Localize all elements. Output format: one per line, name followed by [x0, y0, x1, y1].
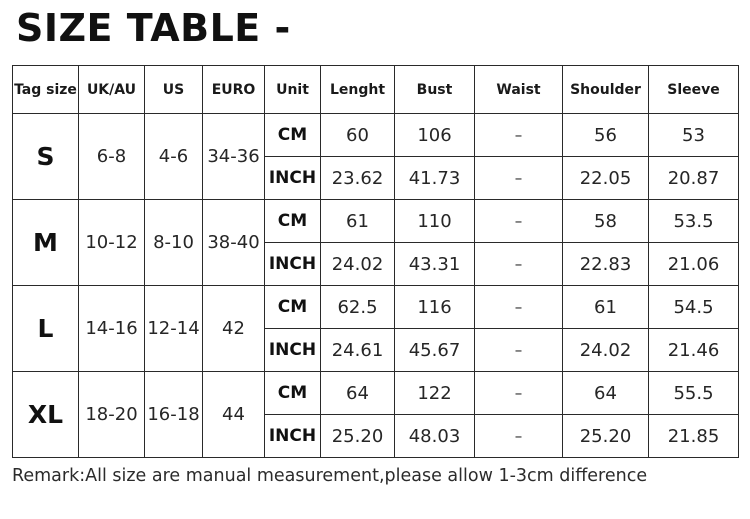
shoulder-cell: 24.02 [563, 329, 649, 372]
header-us: US [145, 66, 203, 114]
header-bust: Bust [395, 66, 475, 114]
euro-cell: 38-40 [203, 200, 265, 286]
header-euro: EURO [203, 66, 265, 114]
unit-cell: INCH [265, 157, 321, 200]
euro-cell: 42 [203, 286, 265, 372]
header-tag-size: Tag size [13, 66, 79, 114]
bust-cell: 43.31 [395, 243, 475, 286]
waist-cell: – [475, 243, 563, 286]
tag-size-cell: S [13, 114, 79, 200]
header-waist: Waist [475, 66, 563, 114]
length-cell: 24.61 [321, 329, 395, 372]
sleeve-cell: 21.46 [649, 329, 739, 372]
bust-cell: 116 [395, 286, 475, 329]
sleeve-cell: 20.87 [649, 157, 739, 200]
header-length: Lenght [321, 66, 395, 114]
sleeve-cell: 54.5 [649, 286, 739, 329]
header-sleeve: Sleeve [649, 66, 739, 114]
shoulder-cell: 64 [563, 372, 649, 415]
header-row [13, 66, 739, 114]
unit-cell: CM [265, 114, 321, 157]
waist-cell: – [475, 415, 563, 458]
sleeve-cell: 53.5 [649, 200, 739, 243]
page-title: SIZE TABLE - [16, 6, 291, 50]
tag-size-cell: XL [13, 372, 79, 458]
length-cell: 25.20 [321, 415, 395, 458]
uk-au-cell: 6-8 [79, 114, 145, 200]
unit-cell: INCH [265, 243, 321, 286]
waist-cell: – [475, 286, 563, 329]
shoulder-cell: 56 [563, 114, 649, 157]
unit-cell: CM [265, 200, 321, 243]
shoulder-cell: 22.83 [563, 243, 649, 286]
bust-cell: 122 [395, 372, 475, 415]
sleeve-cell: 53 [649, 114, 739, 157]
us-cell: 4-6 [145, 114, 203, 200]
waist-cell: – [475, 157, 563, 200]
header-shoulder: Shoulder [563, 66, 649, 114]
uk-au-cell: 10-12 [79, 200, 145, 286]
size-table [12, 65, 739, 458]
length-cell: 23.62 [321, 157, 395, 200]
header-unit: Unit [265, 66, 321, 114]
shoulder-cell: 58 [563, 200, 649, 243]
bust-cell: 106 [395, 114, 475, 157]
waist-cell: – [475, 329, 563, 372]
waist-cell: – [475, 114, 563, 157]
uk-au-cell: 18-20 [79, 372, 145, 458]
euro-cell: 44 [203, 372, 265, 458]
table-row-xl-cm [13, 372, 739, 415]
unit-cell: CM [265, 286, 321, 329]
shoulder-cell: 22.05 [563, 157, 649, 200]
waist-cell: – [475, 200, 563, 243]
bust-cell: 41.73 [395, 157, 475, 200]
tag-size-cell: L [13, 286, 79, 372]
length-cell: 61 [321, 200, 395, 243]
unit-cell: CM [265, 372, 321, 415]
length-cell: 62.5 [321, 286, 395, 329]
table-row-s-cm [13, 114, 739, 157]
shoulder-cell: 25.20 [563, 415, 649, 458]
bust-cell: 48.03 [395, 415, 475, 458]
unit-cell: INCH [265, 329, 321, 372]
length-cell: 60 [321, 114, 395, 157]
sleeve-cell: 21.85 [649, 415, 739, 458]
length-cell: 24.02 [321, 243, 395, 286]
waist-cell: – [475, 372, 563, 415]
us-cell: 16-18 [145, 372, 203, 458]
table-row-l-cm [13, 286, 739, 329]
uk-au-cell: 14-16 [79, 286, 145, 372]
header-uk-au: UK/AU [79, 66, 145, 114]
sleeve-cell: 55.5 [649, 372, 739, 415]
table-row-m-cm [13, 200, 739, 243]
us-cell: 8-10 [145, 200, 203, 286]
bust-cell: 45.67 [395, 329, 475, 372]
shoulder-cell: 61 [563, 286, 649, 329]
unit-cell: INCH [265, 415, 321, 458]
us-cell: 12-14 [145, 286, 203, 372]
bust-cell: 110 [395, 200, 475, 243]
tag-size-cell: M [13, 200, 79, 286]
sleeve-cell: 21.06 [649, 243, 739, 286]
length-cell: 64 [321, 372, 395, 415]
euro-cell: 34-36 [203, 114, 265, 200]
remark-note: Remark:All size are manual measurement,please allow 1-3cm difference [12, 466, 648, 486]
